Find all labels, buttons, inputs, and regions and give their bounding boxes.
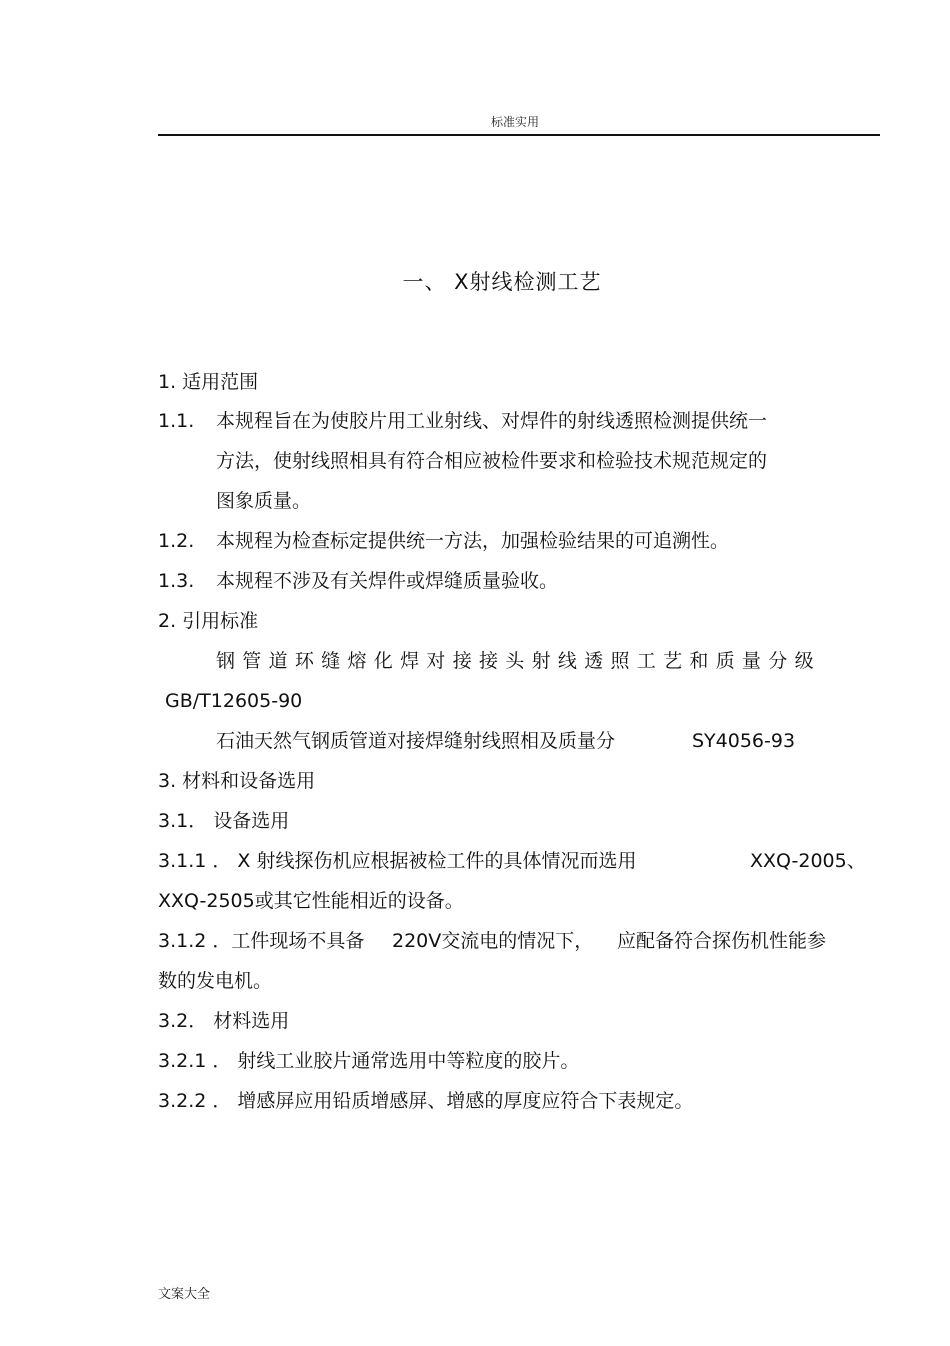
section-3-1-2-part-b: 220V交流电的情况下， bbox=[392, 930, 594, 952]
reference-1-code: GB/T12605-90 bbox=[165, 690, 303, 712]
reference-1-line-1: 钢管道环缝熔化焊对接接头射线透照工艺和质量分级 bbox=[216, 650, 821, 672]
page-footer: 文案大全 bbox=[158, 1287, 211, 1302]
section-3-1-2-part-c: 应配备符合探伤机性能参 bbox=[617, 930, 827, 952]
reference-2-code: SY4056-93 bbox=[692, 730, 796, 752]
section-1-2-text: 本规程为检查标定提供统一方法，加强检验结果的可追溯性。 bbox=[216, 530, 730, 552]
section-1-2-number: 1.2. bbox=[158, 530, 195, 552]
section-3-1-1-line-1: 3.1.1 ． X 射线探伤机应根据被检工件的具体情况而选用 bbox=[158, 850, 637, 872]
section-3-1-2-part-a: 3.1.2 ．工件现场不具备 bbox=[158, 930, 365, 952]
section-3-1-1-code: XXQ-2005、 bbox=[750, 850, 866, 872]
section-1-1-line-1: 本规程旨在为使胶片用工业射线、对焊件的射线透照检测提供统一 bbox=[216, 410, 768, 432]
section-3-2-heading: 3.2． 材料选用 bbox=[158, 1010, 290, 1032]
document-title: 一、 X射线检测工艺 bbox=[402, 270, 602, 294]
section-3-2-2-text: 3.2.2 ． 增感屏应用铅质增感屏、增感的厚度应符合下表规定。 bbox=[158, 1090, 694, 1112]
section-1-heading: 1. 适用范围 bbox=[158, 371, 259, 393]
section-2-heading: 2. 引用标准 bbox=[158, 610, 259, 632]
page-header: 标准实用 bbox=[490, 115, 539, 129]
section-1-1-line-2: 方法，使射线照相具有符合相应被检件要求和检验技术规范规定的 bbox=[216, 450, 768, 472]
section-3-1-1-line-2: XXQ-2505或其它性能相近的设备。 bbox=[158, 890, 464, 912]
section-1-3-number: 1.3. bbox=[158, 570, 195, 592]
section-3-heading: 3. 材料和设备选用 bbox=[158, 770, 316, 792]
section-3-1-2-line-2: 数的发电机。 bbox=[158, 970, 273, 992]
section-1-1-line-3: 图象质量。 bbox=[216, 490, 312, 512]
section-3-1-heading: 3.1． 设备选用 bbox=[158, 810, 290, 832]
section-1-1-number: 1.1. bbox=[158, 410, 195, 432]
section-3-2-1-text: 3.2.1 ． 射线工业胶片通常选用中等粒度的胶片。 bbox=[158, 1050, 580, 1072]
reference-2-text: 石油天然气钢质管道对接焊缝射线照相及质量分 bbox=[216, 730, 616, 752]
section-1-3-text: 本规程不涉及有关焊件或焊缝质量验收。 bbox=[216, 570, 559, 592]
header-rule bbox=[158, 134, 880, 136]
